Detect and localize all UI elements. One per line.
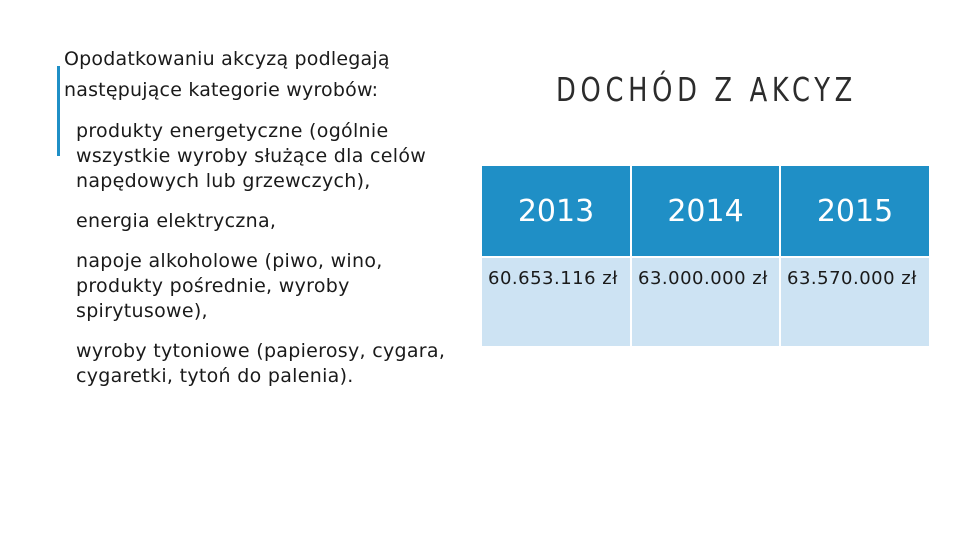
year-header: 2013 (482, 166, 631, 257)
category-list (76, 119, 466, 389)
list-item: produkty energetyczne (ogólnie wszystkie wyroby służące dla celów napędowych lub grzewczych), (76, 120, 427, 192)
income-value: 63.000.000 zł (631, 257, 780, 346)
income-value: 60.653.116 zł (482, 257, 631, 346)
accent-bar (57, 66, 60, 156)
slide-title: DOCHÓD Z AKCYZ (556, 70, 857, 109)
table-header-row (482, 166, 929, 257)
income-value: 63.570.000 zł (780, 257, 929, 346)
list-item: energia elektryczna, (76, 210, 277, 232)
year-header: 2015 (780, 166, 929, 257)
table-row (482, 257, 929, 346)
excise-income-table (482, 166, 929, 346)
list-item: napoje alkoholowe (piwo, wino, produkty pośrednie, wyroby spirytusowe), (76, 250, 383, 322)
intro-text: Opodatkowaniu akcyzą podlegają następujące kategorie wyrobów: (64, 48, 390, 101)
year-header: 2014 (631, 166, 780, 257)
list-item: wyroby tytoniowe (papierosy, cygara, cygaretki, tytoń do palenia). (76, 340, 446, 387)
